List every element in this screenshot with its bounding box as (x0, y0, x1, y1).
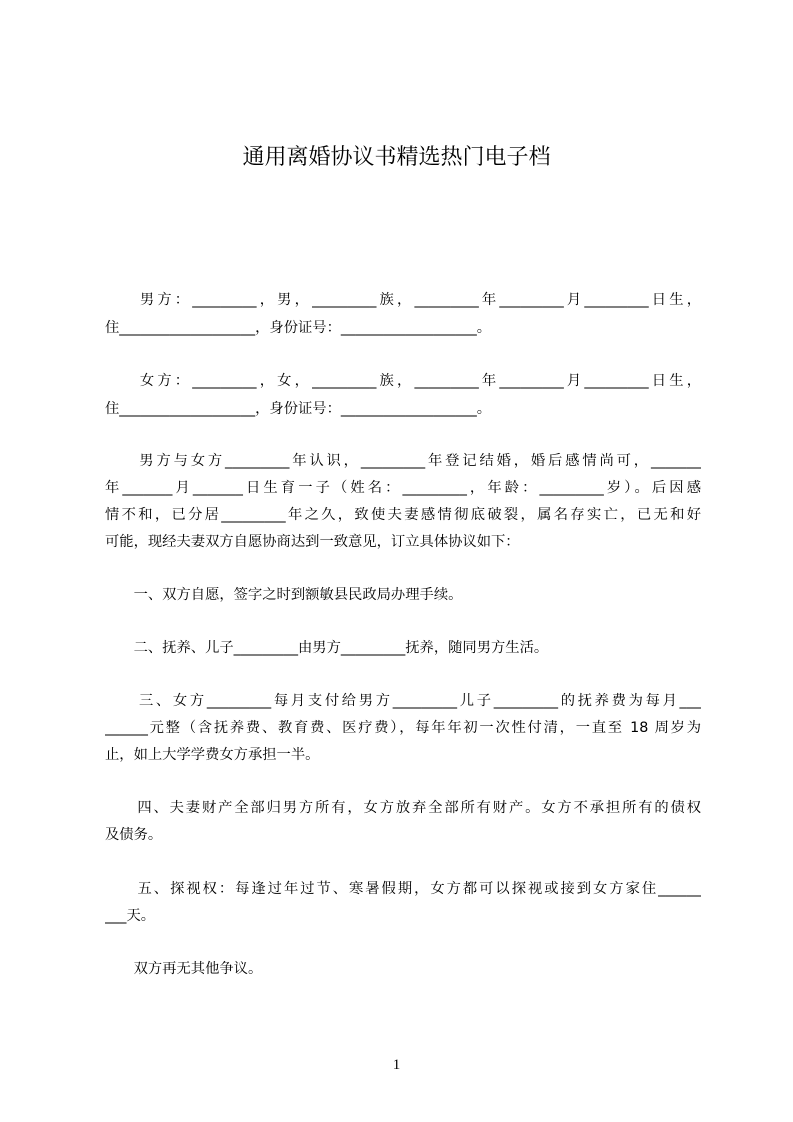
paragraph-line: 年_______月_______日生育一子（姓名：_________，年龄：_________岁）。后因感 (105, 480, 701, 496)
paragraph-line: 女方：_________，女，_________族，_________年_________月_________日生， (105, 373, 701, 389)
paragraph-line: ______元整（含抚养费、教育费、医疗费），每年年初一次性付清，一直至 18 周岁为 (105, 720, 701, 736)
paragraph-line: 止，如上大学学费女方承担一半。 (105, 747, 320, 763)
paragraph-line: 住___________________，身份证号：___________________。 (105, 401, 492, 417)
page-number: 1 (392, 1057, 401, 1073)
paragraph-line: 情不和，已分居_________年之久，致使夫妻感情彻底破裂，属名存实亡，已无和好 (105, 507, 701, 523)
paragraph-line: ___天。 (105, 908, 156, 924)
paragraph-line: 男方：_________，男，_________族，_________年_________月_________日生， (105, 292, 701, 308)
paragraph-line: 二、抚养、儿子_________由男方_________抚养，随同男方生活。 (105, 640, 549, 656)
paragraph-line: 男方与女方_________年认识，_________年登记结婚，婚后感情尚可，_______ (105, 453, 701, 469)
paragraph-line: 一、双方自愿，签字之时到额敏县民政局办理手续。 (105, 587, 463, 603)
paragraph-line: 四、夫妻财产全部归男方所有，女方放弃全部所有财产。女方不承担所有的债权 (105, 800, 701, 816)
paragraph-line: 双方再无其他争议。 (105, 961, 263, 977)
paragraph-line: 三、女方_________每月支付给男方_________儿子_________的抚养费为每月___ (105, 693, 701, 709)
paragraph-line: 住___________________，身份证号：___________________。 (105, 320, 492, 336)
paragraph-line: 五、探视权：每逢过年过节、寒暑假期，女方都可以探视或接到女方家住______ (105, 881, 701, 897)
paragraph-line: 可能，现经夫妻双方自愿协商达到一致意见，订立具体协议如下： (105, 534, 520, 550)
document-title: 通用离婚协议书精选热门电子档 (242, 145, 551, 170)
paragraph-line: 及债务。 (105, 827, 163, 843)
